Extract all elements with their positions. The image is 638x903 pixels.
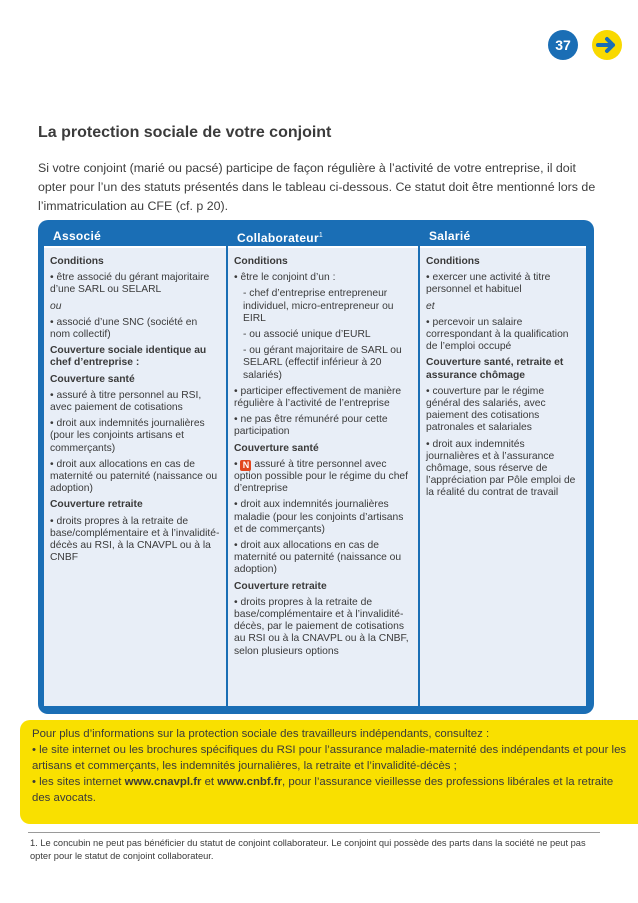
coverage-item: • droit aux indemnités journalières maladie (pour les conjoints d’artisans et de commerçants): [234, 499, 404, 535]
conditions-heading: Conditions: [50, 256, 104, 267]
condition-item: • ne pas être rémunéré pour cette participation: [234, 414, 388, 438]
coverage-item: • droits propres à la retraite de base/complémentaire et à l’invalidité-décès, par le paiement de cotisations au RSI ou à la CNAVPL ou à la CNBF, selon plusieurs options: [234, 596, 409, 657]
column-salarie: [420, 226, 586, 706]
coverage-item: • assuré à titre personnel au RSI, avec paiement de cotisations: [50, 389, 202, 414]
column-body-collaborateur: [228, 248, 418, 706]
footnote-marker: 1: [318, 232, 324, 239]
link-cnbf[interactable]: www.cnbf.fr: [217, 776, 283, 788]
condition-item: • percevoir un salaire correspondant à la qualification de l’emploi occupé: [426, 316, 569, 353]
coverage-item: • droit aux allocations en cas de maternité ou paternité (naissance ou adoption): [234, 540, 402, 576]
info-text: • les sites internet: [32, 776, 125, 788]
condition-item: • exercer une activité à titre personnel et habituel: [426, 272, 551, 296]
section-title: La protection sociale de votre conjoint: [38, 124, 332, 141]
column-collaborateur: [228, 226, 418, 706]
condition-item: • associé d’une SNC (société en nom collectif): [50, 316, 198, 341]
coverage-item-new: • N assuré à titre personnel avec option possible pour le régime du chef d’entreprise: [234, 458, 409, 495]
conditions-heading: Conditions: [234, 256, 288, 267]
coverage-note: Couverture sociale identique au chef d’entreprise :: [50, 345, 207, 369]
coverage-item-text: assuré à titre personnel avec option possible pour le régime du chef d’entreprise: [234, 458, 409, 495]
link-cnavpl[interactable]: www.cnavpl.fr: [124, 776, 202, 788]
more-info-box: [20, 720, 638, 824]
column-header-label: Collaborateur: [237, 231, 319, 245]
arrow-right-icon: [596, 36, 618, 54]
conjunction: ou: [50, 300, 62, 312]
info-text: , pour l’assurance vieillesse des professions libérales et la retraite des avocats.: [32, 776, 614, 804]
page-number: 37: [548, 30, 578, 60]
condition-item: • être associé du gérant majoritaire d’une SARL ou SELARL: [50, 272, 210, 296]
conjunction: et: [426, 300, 435, 312]
info-bullet-rsi: • le site internet ou les brochures spécifiques du RSI pour l’assurance maladie-maternité des indépendants et pour les artisans et commerçants, les indemnités journalières, la retraite et l’invalidité-décès ;: [32, 744, 627, 772]
footnote-divider: [28, 832, 600, 833]
column-header-collaborateur: [228, 226, 418, 248]
column-body-salarie: [420, 248, 586, 706]
coverage-item: • droits propres à la retraite de base/complémentaire et à l’invalidité-décès au RSI, à la CNAVPL ou à la CNBF: [50, 515, 220, 564]
condition-item: • participer effectivement de manière régulière à l’activité de l’entreprise: [234, 385, 402, 410]
intro-paragraph: Si votre conjoint (marié ou pacsé) participe de façon régulière à l’activité de votre entreprise, il doit opter pour l’un des statuts présentés dans le tableau ci-dessous. Ce statut doit être mentionné lors de l’immatriculation au CFE (cf. p 20).: [38, 161, 596, 213]
coverage-item: • droit aux indemnités journalières et à l’assurance chômage, sous réserve de l’appréciation par Pôle emploi de la réalité du contrat de travail: [426, 438, 576, 499]
column-header-salarie: Salarié: [420, 226, 586, 248]
column-header-associe: Associé: [44, 226, 226, 248]
info-lead: Pour plus d’informations sur la protection sociale des travailleurs indépendants, consultez :: [32, 728, 490, 740]
coverage-item: • couverture par le régime général des salariés, avec paiement des cotisations patronales et salariales: [426, 385, 546, 434]
info-bullet-websites: [32, 774, 628, 806]
coverage-item: • droit aux indemnités journalières (pour les conjoints artisans et commerçants): [50, 418, 205, 454]
coverage-heading: Couverture santé, retraite et assurance chômage: [426, 357, 564, 381]
retirement-coverage-heading: Couverture retraite: [50, 499, 143, 511]
info-text: et: [201, 776, 218, 788]
health-coverage-heading: Couverture santé: [50, 373, 135, 385]
condition-subitem: - ou gérant majoritaire de SARL ou SELARL (effectif inférieur à 20 salariés): [243, 345, 402, 381]
status-table: [38, 220, 594, 714]
conditions-heading: Conditions: [426, 256, 480, 267]
next-page-button[interactable]: [592, 30, 622, 60]
new-badge-icon: N: [240, 460, 251, 471]
condition-item: • être le conjoint d’un :: [234, 272, 336, 284]
footnote: 1. Le concubin ne peut pas bénéficier du statut de conjoint collaborateur. Le conjoint qui possède des parts dans la société ne peut pas opter pour le statut de conjoint collaborateur.: [30, 838, 586, 861]
condition-subitem: - chef d’entreprise entrepreneur individuel, micro-entrepreneur ou EIRL: [243, 288, 394, 324]
retirement-coverage-heading: Couverture retraite: [234, 580, 327, 592]
coverage-item: • droit aux allocations en cas de maternité ou paternité (naissance ou adoption): [50, 458, 218, 495]
page-navigation: [548, 30, 622, 60]
condition-subitem: - ou associé unique d’EURL: [243, 329, 371, 341]
health-coverage-heading: Couverture santé: [234, 442, 319, 454]
column-associe: [44, 226, 226, 706]
column-body-associe: [44, 248, 226, 706]
